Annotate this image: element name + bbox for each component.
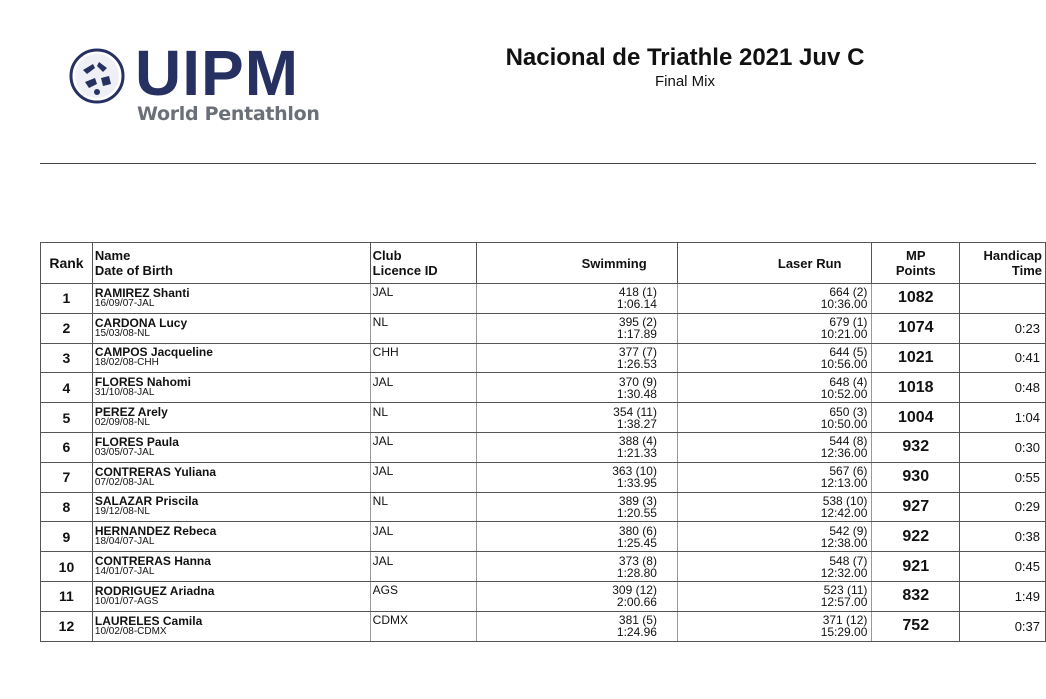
athlete-name: CAMPOS Jacqueline xyxy=(94,345,213,360)
swimming-cell xyxy=(477,492,678,522)
laser-run-points: 664 (2) xyxy=(829,285,868,300)
laser-run-time: 10:56.00 xyxy=(820,356,868,371)
club-cell xyxy=(370,522,477,552)
header-points-label: Points xyxy=(895,263,936,278)
swimming-points: 388 (4) xyxy=(618,434,657,449)
laser-run-points: 679 (1) xyxy=(829,315,868,330)
laser-run-time: 15:29.00 xyxy=(820,625,868,640)
swimming-points: 389 (3) xyxy=(618,493,657,508)
athlete-dob: 02/09/08-NL xyxy=(94,417,150,429)
mp-points-cell: 921 xyxy=(872,552,960,582)
laser-run-cell xyxy=(677,343,871,373)
header-time-label: Time xyxy=(1011,263,1042,278)
club-code: NL xyxy=(372,493,389,508)
pentathlon-emblem-icon xyxy=(69,48,125,104)
page-subtitle: Final Mix xyxy=(654,73,715,90)
laser-run-time: 10:21.00 xyxy=(820,327,868,342)
header-licence-label: Licence ID xyxy=(372,263,438,278)
athlete-name: FLORES Nahomi xyxy=(94,375,191,390)
table-row xyxy=(41,432,1046,462)
laser-run-time: 12:38.00 xyxy=(820,535,868,550)
header-laser-run: Laser Run xyxy=(677,243,871,284)
club-code: CHH xyxy=(372,344,399,359)
athlete-dob: 10/01/07-AGS xyxy=(94,595,159,607)
club-cell xyxy=(370,403,477,433)
handicap-cell: 0:41 xyxy=(960,343,1046,373)
athlete-cell xyxy=(92,492,370,522)
mp-points-cell: 832 xyxy=(872,581,960,611)
mp-points-cell: 927 xyxy=(872,492,960,522)
swimming-cell xyxy=(477,373,678,403)
club-code: CDMX xyxy=(372,613,409,628)
logo-wordmark: UIPM xyxy=(135,37,299,109)
athlete-cell xyxy=(92,343,370,373)
header-handicap-label: Handicap xyxy=(983,248,1042,263)
swimming-cell xyxy=(477,522,678,552)
swimming-time: 1:24.96 xyxy=(616,625,657,640)
club-code: JAL xyxy=(372,434,394,449)
header-rank: Rank xyxy=(41,243,93,284)
table-row xyxy=(41,522,1046,552)
club-cell xyxy=(370,462,477,492)
rank-cell: 1 xyxy=(41,284,93,314)
rank-cell: 4 xyxy=(41,373,93,403)
header-divider xyxy=(40,163,1036,164)
rank-cell: 6 xyxy=(41,432,93,462)
swimming-cell xyxy=(477,284,678,314)
athlete-dob: 16/09/07-JAL xyxy=(94,297,155,309)
swimming-cell xyxy=(477,611,678,641)
athlete-name: RAMIREZ Shanti xyxy=(94,285,190,300)
swimming-points: 380 (6) xyxy=(618,523,657,538)
athlete-dob: 15/03/08-NL xyxy=(94,327,150,339)
laser-run-time: 10:52.00 xyxy=(820,386,868,401)
club-code: JAL xyxy=(372,464,394,479)
rank-cell: 11 xyxy=(41,581,93,611)
handicap-cell: 0:23 xyxy=(960,313,1046,343)
handicap-cell: 0:37 xyxy=(960,611,1046,641)
swimming-points: 377 (7) xyxy=(618,344,657,359)
club-code: JAL xyxy=(372,285,394,300)
athlete-cell xyxy=(92,284,370,314)
swimming-cell xyxy=(477,581,678,611)
laser-run-points: 567 (6) xyxy=(829,464,868,479)
laser-run-points: 544 (8) xyxy=(829,434,868,449)
athlete-cell xyxy=(92,611,370,641)
athlete-dob: 07/02/08-JAL xyxy=(94,476,155,488)
swimming-time: 1:06.14 xyxy=(616,297,657,312)
swimming-cell xyxy=(477,403,678,433)
swimming-cell xyxy=(477,462,678,492)
table-row xyxy=(41,492,1046,522)
results-table xyxy=(40,242,1046,642)
rank-cell: 3 xyxy=(41,343,93,373)
laser-run-points: 523 (11) xyxy=(823,583,868,598)
handicap-cell: 0:29 xyxy=(960,492,1046,522)
handicap-cell: 0:45 xyxy=(960,552,1046,582)
swimming-cell xyxy=(477,552,678,582)
laser-run-cell xyxy=(677,611,871,641)
laser-run-points: 650 (3) xyxy=(829,404,868,419)
swimming-points: 373 (8) xyxy=(618,553,657,568)
mp-points-cell: 1074 xyxy=(872,313,960,343)
rank-cell: 8 xyxy=(41,492,93,522)
club-cell xyxy=(370,373,477,403)
athlete-name: SALAZAR Priscila xyxy=(94,494,199,509)
handicap-cell: 0:48 xyxy=(960,373,1046,403)
club-cell xyxy=(370,284,477,314)
athlete-name: FLORES Paula xyxy=(94,434,179,449)
athlete-name: RODRIGUEZ Ariadna xyxy=(94,583,215,598)
table-row xyxy=(41,581,1046,611)
header-name-label: Name xyxy=(94,248,131,263)
laser-run-cell xyxy=(677,492,871,522)
swimming-cell xyxy=(477,432,678,462)
swimming-time: 1:21.33 xyxy=(616,446,657,461)
mp-points-cell: 1018 xyxy=(872,373,960,403)
header-mp-points xyxy=(872,243,960,284)
club-code: NL xyxy=(372,315,389,330)
table-row xyxy=(41,284,1046,314)
swimming-time: 1:30.48 xyxy=(616,386,657,401)
swimming-time: 1:17.89 xyxy=(616,327,657,342)
header-name xyxy=(92,243,370,284)
athlete-cell xyxy=(92,552,370,582)
club-code: NL xyxy=(372,404,389,419)
laser-run-cell xyxy=(677,522,871,552)
rank-cell: 12 xyxy=(41,611,93,641)
laser-run-cell xyxy=(677,462,871,492)
swimming-time: 1:33.95 xyxy=(616,476,657,491)
handicap-cell: 1:04 xyxy=(960,403,1046,433)
swimming-points: 418 (1) xyxy=(618,285,657,300)
laser-run-cell xyxy=(677,552,871,582)
handicap-cell xyxy=(960,284,1046,314)
athlete-cell xyxy=(92,373,370,403)
page-title: Nacional de Triathle 2021 Juv C xyxy=(505,44,865,71)
club-cell xyxy=(370,552,477,582)
swimming-time: 1:20.55 xyxy=(616,505,657,520)
athlete-name: HERNANDEZ Rebeca xyxy=(94,524,217,539)
results-body xyxy=(41,284,1046,642)
table-row xyxy=(41,611,1046,641)
header-handicap xyxy=(960,243,1046,284)
athlete-cell xyxy=(92,403,370,433)
swimming-cell xyxy=(477,343,678,373)
swimming-points: 370 (9) xyxy=(618,374,657,389)
header-club-label: Club xyxy=(372,248,402,263)
table-row xyxy=(41,462,1046,492)
rank-cell: 9 xyxy=(41,522,93,552)
laser-run-points: 548 (7) xyxy=(829,553,868,568)
rank-cell: 5 xyxy=(41,403,93,433)
handicap-cell: 1:49 xyxy=(960,581,1046,611)
laser-run-time: 12:42.00 xyxy=(820,505,868,520)
athlete-cell xyxy=(92,432,370,462)
athlete-name: LAURELES Camila xyxy=(94,613,203,628)
header-dob-label: Date of Birth xyxy=(94,263,173,278)
laser-run-points: 538 (10) xyxy=(822,493,868,508)
laser-run-time: 10:36.00 xyxy=(820,297,868,312)
handicap-cell: 0:55 xyxy=(960,462,1046,492)
swimming-time: 1:38.27 xyxy=(616,416,657,431)
swimming-points: 363 (10) xyxy=(612,464,657,479)
mp-points-cell: 932 xyxy=(872,432,960,462)
athlete-dob: 31/10/08-JAL xyxy=(94,387,155,399)
athlete-name: CONTRERAS Yuliana xyxy=(94,464,217,479)
swimming-points: 395 (2) xyxy=(618,315,657,330)
athlete-dob: 18/02/08-CHH xyxy=(94,357,159,369)
mp-points-cell: 1021 xyxy=(872,343,960,373)
laser-run-time: 12:13.00 xyxy=(820,476,868,491)
club-cell xyxy=(370,492,477,522)
mp-points-cell: 752 xyxy=(872,611,960,641)
uipm-logo xyxy=(69,37,329,130)
header-swimming: Swimming xyxy=(477,243,678,284)
club-cell xyxy=(370,581,477,611)
swimming-points: 354 (11) xyxy=(613,404,657,419)
swimming-time: 2:00.66 xyxy=(616,595,657,610)
athlete-name: PEREZ Arely xyxy=(94,405,168,420)
laser-run-points: 644 (5) xyxy=(829,344,868,359)
mp-points-cell: 930 xyxy=(872,462,960,492)
laser-run-points: 371 (12) xyxy=(822,613,868,628)
club-code: JAL xyxy=(372,553,394,568)
handicap-cell: 0:38 xyxy=(960,522,1046,552)
rank-cell: 10 xyxy=(41,552,93,582)
table-row xyxy=(41,373,1046,403)
athlete-cell xyxy=(92,313,370,343)
athlete-dob: 10/02/08-CDMX xyxy=(94,625,167,637)
laser-run-cell xyxy=(677,284,871,314)
athlete-cell xyxy=(92,522,370,552)
header-club xyxy=(370,243,477,284)
rank-cell: 2 xyxy=(41,313,93,343)
swimming-time: 1:28.80 xyxy=(616,565,657,580)
laser-run-cell xyxy=(677,581,871,611)
swimming-points: 309 (12) xyxy=(612,583,657,598)
laser-run-cell xyxy=(677,373,871,403)
table-row xyxy=(41,313,1046,343)
laser-run-cell xyxy=(677,432,871,462)
athlete-cell xyxy=(92,462,370,492)
athlete-name: CONTRERAS Hanna xyxy=(94,554,211,569)
laser-run-points: 648 (4) xyxy=(829,374,868,389)
club-code: AGS xyxy=(372,583,399,598)
header-mp-label: MP xyxy=(906,248,926,263)
table-header-row xyxy=(41,243,1046,284)
table-row xyxy=(41,403,1046,433)
table-row xyxy=(41,552,1046,582)
rank-cell: 7 xyxy=(41,462,93,492)
club-code: JAL xyxy=(372,374,394,389)
mp-points-cell: 922 xyxy=(872,522,960,552)
athlete-dob: 18/04/07-JAL xyxy=(94,536,155,548)
athlete-cell xyxy=(92,581,370,611)
laser-run-cell xyxy=(677,403,871,433)
athlete-name: CARDONA Lucy xyxy=(94,315,188,330)
laser-run-time: 12:32.00 xyxy=(820,565,868,580)
handicap-cell: 0:30 xyxy=(960,432,1046,462)
club-cell xyxy=(370,611,477,641)
laser-run-points: 542 (9) xyxy=(829,523,868,538)
club-cell xyxy=(370,432,477,462)
club-cell xyxy=(370,313,477,343)
laser-run-cell xyxy=(677,313,871,343)
laser-run-time: 12:57.00 xyxy=(820,595,868,610)
athlete-dob: 03/05/07-JAL xyxy=(94,446,155,458)
swimming-time: 1:25.45 xyxy=(616,535,657,550)
table-row xyxy=(41,343,1046,373)
logo-subtitle: World Pentathlon xyxy=(137,103,320,125)
athlete-dob: 14/01/07-JAL xyxy=(94,566,155,578)
club-cell xyxy=(370,343,477,373)
club-code: JAL xyxy=(372,523,394,538)
swimming-cell xyxy=(477,313,678,343)
mp-points-cell: 1082 xyxy=(872,284,960,314)
laser-run-time: 12:36.00 xyxy=(820,446,868,461)
mp-points-cell: 1004 xyxy=(872,403,960,433)
swimming-points: 381 (5) xyxy=(618,613,657,628)
swimming-time: 1:26.53 xyxy=(616,356,657,371)
athlete-dob: 19/12/08-NL xyxy=(94,506,150,518)
laser-run-time: 10:50.00 xyxy=(820,416,868,431)
